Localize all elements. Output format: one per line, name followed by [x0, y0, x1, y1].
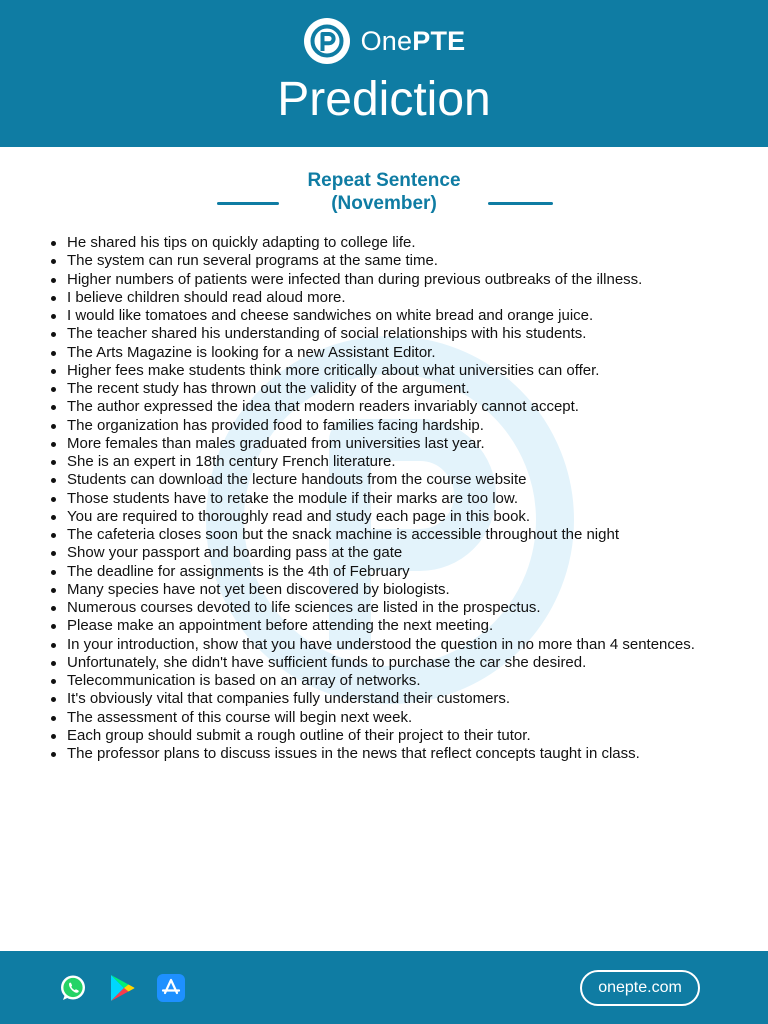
- list-item: The Arts Magazine is looking for a new Assistant Editor.: [67, 344, 768, 362]
- list-item: The organization has provided food to families facing hardship.: [67, 417, 768, 435]
- list-item: Please make an appointment before attending the next meeting.: [67, 617, 768, 635]
- page-title: Prediction: [277, 73, 491, 126]
- whatsapp-icon[interactable]: [58, 973, 88, 1003]
- heading-rule-right: [488, 202, 553, 205]
- brand-name-bold: PTE: [412, 25, 466, 56]
- list-item: The cafeteria closes soon but the snack machine is accessible throughout the night: [67, 526, 768, 544]
- list-item: He shared his tips on quickly adapting to college life.: [67, 234, 768, 252]
- brand-name: [361, 26, 466, 57]
- list-item: You are required to thoroughly read and study each page in this book.: [67, 508, 768, 526]
- onepte-logo-icon: [303, 17, 351, 65]
- list-item: Higher numbers of patients were infected than during previous outbreaks of the illness.: [67, 271, 768, 289]
- list-item: The deadline for assignments is the 4th of February: [67, 563, 768, 581]
- list-item: More females than males graduated from universities last year.: [67, 435, 768, 453]
- list-item: The system can run several programs at the same time.: [67, 252, 768, 270]
- section-heading-month: (November): [331, 193, 437, 214]
- list-item: I believe children should read aloud more.: [67, 289, 768, 307]
- list-item: Those students have to retake the module if their marks are too low.: [67, 490, 768, 508]
- list-item: I would like tomatoes and cheese sandwiches on white bread and orange juice.: [67, 307, 768, 325]
- list-item: The assessment of this course will begin next week.: [67, 709, 768, 727]
- sentence-list: [0, 234, 768, 763]
- list-item: It's obviously vital that companies fully understand their customers.: [67, 690, 768, 708]
- app-store-icon[interactable]: [156, 973, 186, 1003]
- website-link[interactable]: onepte.com: [580, 970, 700, 1006]
- list-item: Show your passport and boarding pass at the gate: [67, 544, 768, 562]
- brand: [0, 17, 768, 65]
- list-item: Each group should submit a rough outline of their project to their tutor.: [67, 727, 768, 745]
- list-item: The professor plans to discuss issues in the news that reflect concepts taught in class.: [67, 745, 768, 763]
- list-item: Numerous courses devoted to life sciences are listed in the prospectus.: [67, 599, 768, 617]
- section-heading-title: Repeat Sentence: [307, 170, 461, 191]
- heading-rule-left: [217, 202, 279, 205]
- list-item: Unfortunately, she didn't have sufficient funds to purchase the car she desired.: [67, 654, 768, 672]
- list-item: The recent study has thrown out the validity of the argument.: [67, 380, 768, 398]
- list-item: Many species have not yet been discovered by biologists.: [67, 581, 768, 599]
- list-item: In your introduction, show that you have understood the question in no more than 4 sentences.: [67, 636, 768, 654]
- list-item: Students can download the lecture handouts from the course website: [67, 471, 768, 489]
- list-item: The teacher shared his understanding of social relationships with his students.: [67, 325, 768, 343]
- list-item: Higher fees make students think more critically about what universities can offer.: [67, 362, 768, 380]
- list-item: The author expressed the idea that modern readers invariably cannot accept.: [67, 398, 768, 416]
- brand-name-regular: One: [360, 25, 413, 56]
- section-heading: [0, 169, 768, 215]
- google-play-icon[interactable]: [107, 973, 137, 1003]
- list-item: Telecommunication is based on an array of networks.: [67, 672, 768, 690]
- list-item: She is an expert in 18th century French literature.: [67, 453, 768, 471]
